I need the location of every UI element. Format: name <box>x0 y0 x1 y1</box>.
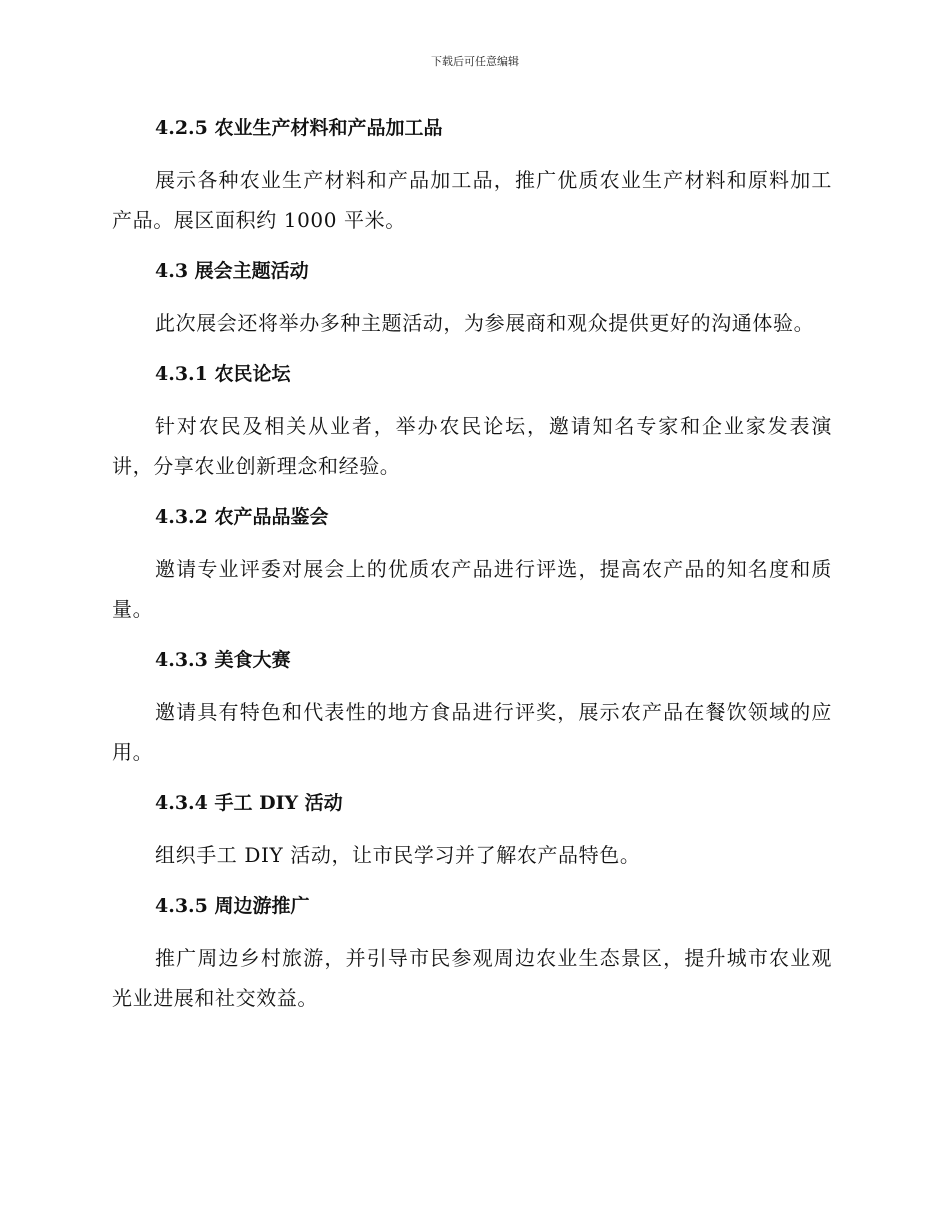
section-4-3-2 <box>112 497 832 629</box>
section-heading: 4.3.4 手工 DIY 活动 <box>155 792 343 814</box>
section-paragraph: 邀请具有特色和代表性的地方食品进行评奖，展示农产品在餐饮领域的应用。 <box>112 700 832 764</box>
section-heading: 4.3.1 农民论坛 <box>155 363 291 385</box>
section-4-3-3 <box>112 640 832 772</box>
page-header: 下载后可任意编辑 <box>431 55 519 68</box>
section-paragraph: 邀请专业评委对展会上的优质农产品进行评选，提高农产品的知名度和质量。 <box>112 557 832 621</box>
section-paragraph: 针对农民及相关从业者，举办农民论坛，邀请知名专家和企业家发表演讲，分享农业创新理念和经验。 <box>112 414 832 478</box>
section-heading: 4.3 展会主题活动 <box>155 260 309 282</box>
section-paragraph: 组织手工 DIY 活动，让市民学习并了解农产品特色。 <box>155 843 641 867</box>
section-heading: 4.2.5 农业生产材料和产品加工品 <box>155 117 443 139</box>
section-4-3-1 <box>112 354 832 486</box>
section-heading: 4.3.3 美食大赛 <box>155 649 291 671</box>
document-body <box>112 108 832 1029</box>
section-4-2-5 <box>112 108 832 240</box>
section-heading: 4.3.2 农产品品鉴会 <box>155 506 329 528</box>
section-4-3 <box>112 251 832 343</box>
section-paragraph: 此次展会还将举办多种主题活动，为参展商和观众提供更好的沟通体验。 <box>155 311 815 335</box>
section-4-3-4 <box>112 783 832 875</box>
section-paragraph: 推广周边乡村旅游，并引导市民参观周边农业生态景区，提升城市农业观光业进展和社交效益。 <box>112 946 832 1010</box>
section-heading: 4.3.5 周边游推广 <box>155 895 310 917</box>
section-paragraph: 展示各种农业生产材料和产品加工品，推广优质农业生产材料和原料加工产品。展区面积约 1000 平米。 <box>112 168 832 232</box>
section-4-3-5 <box>112 886 832 1018</box>
